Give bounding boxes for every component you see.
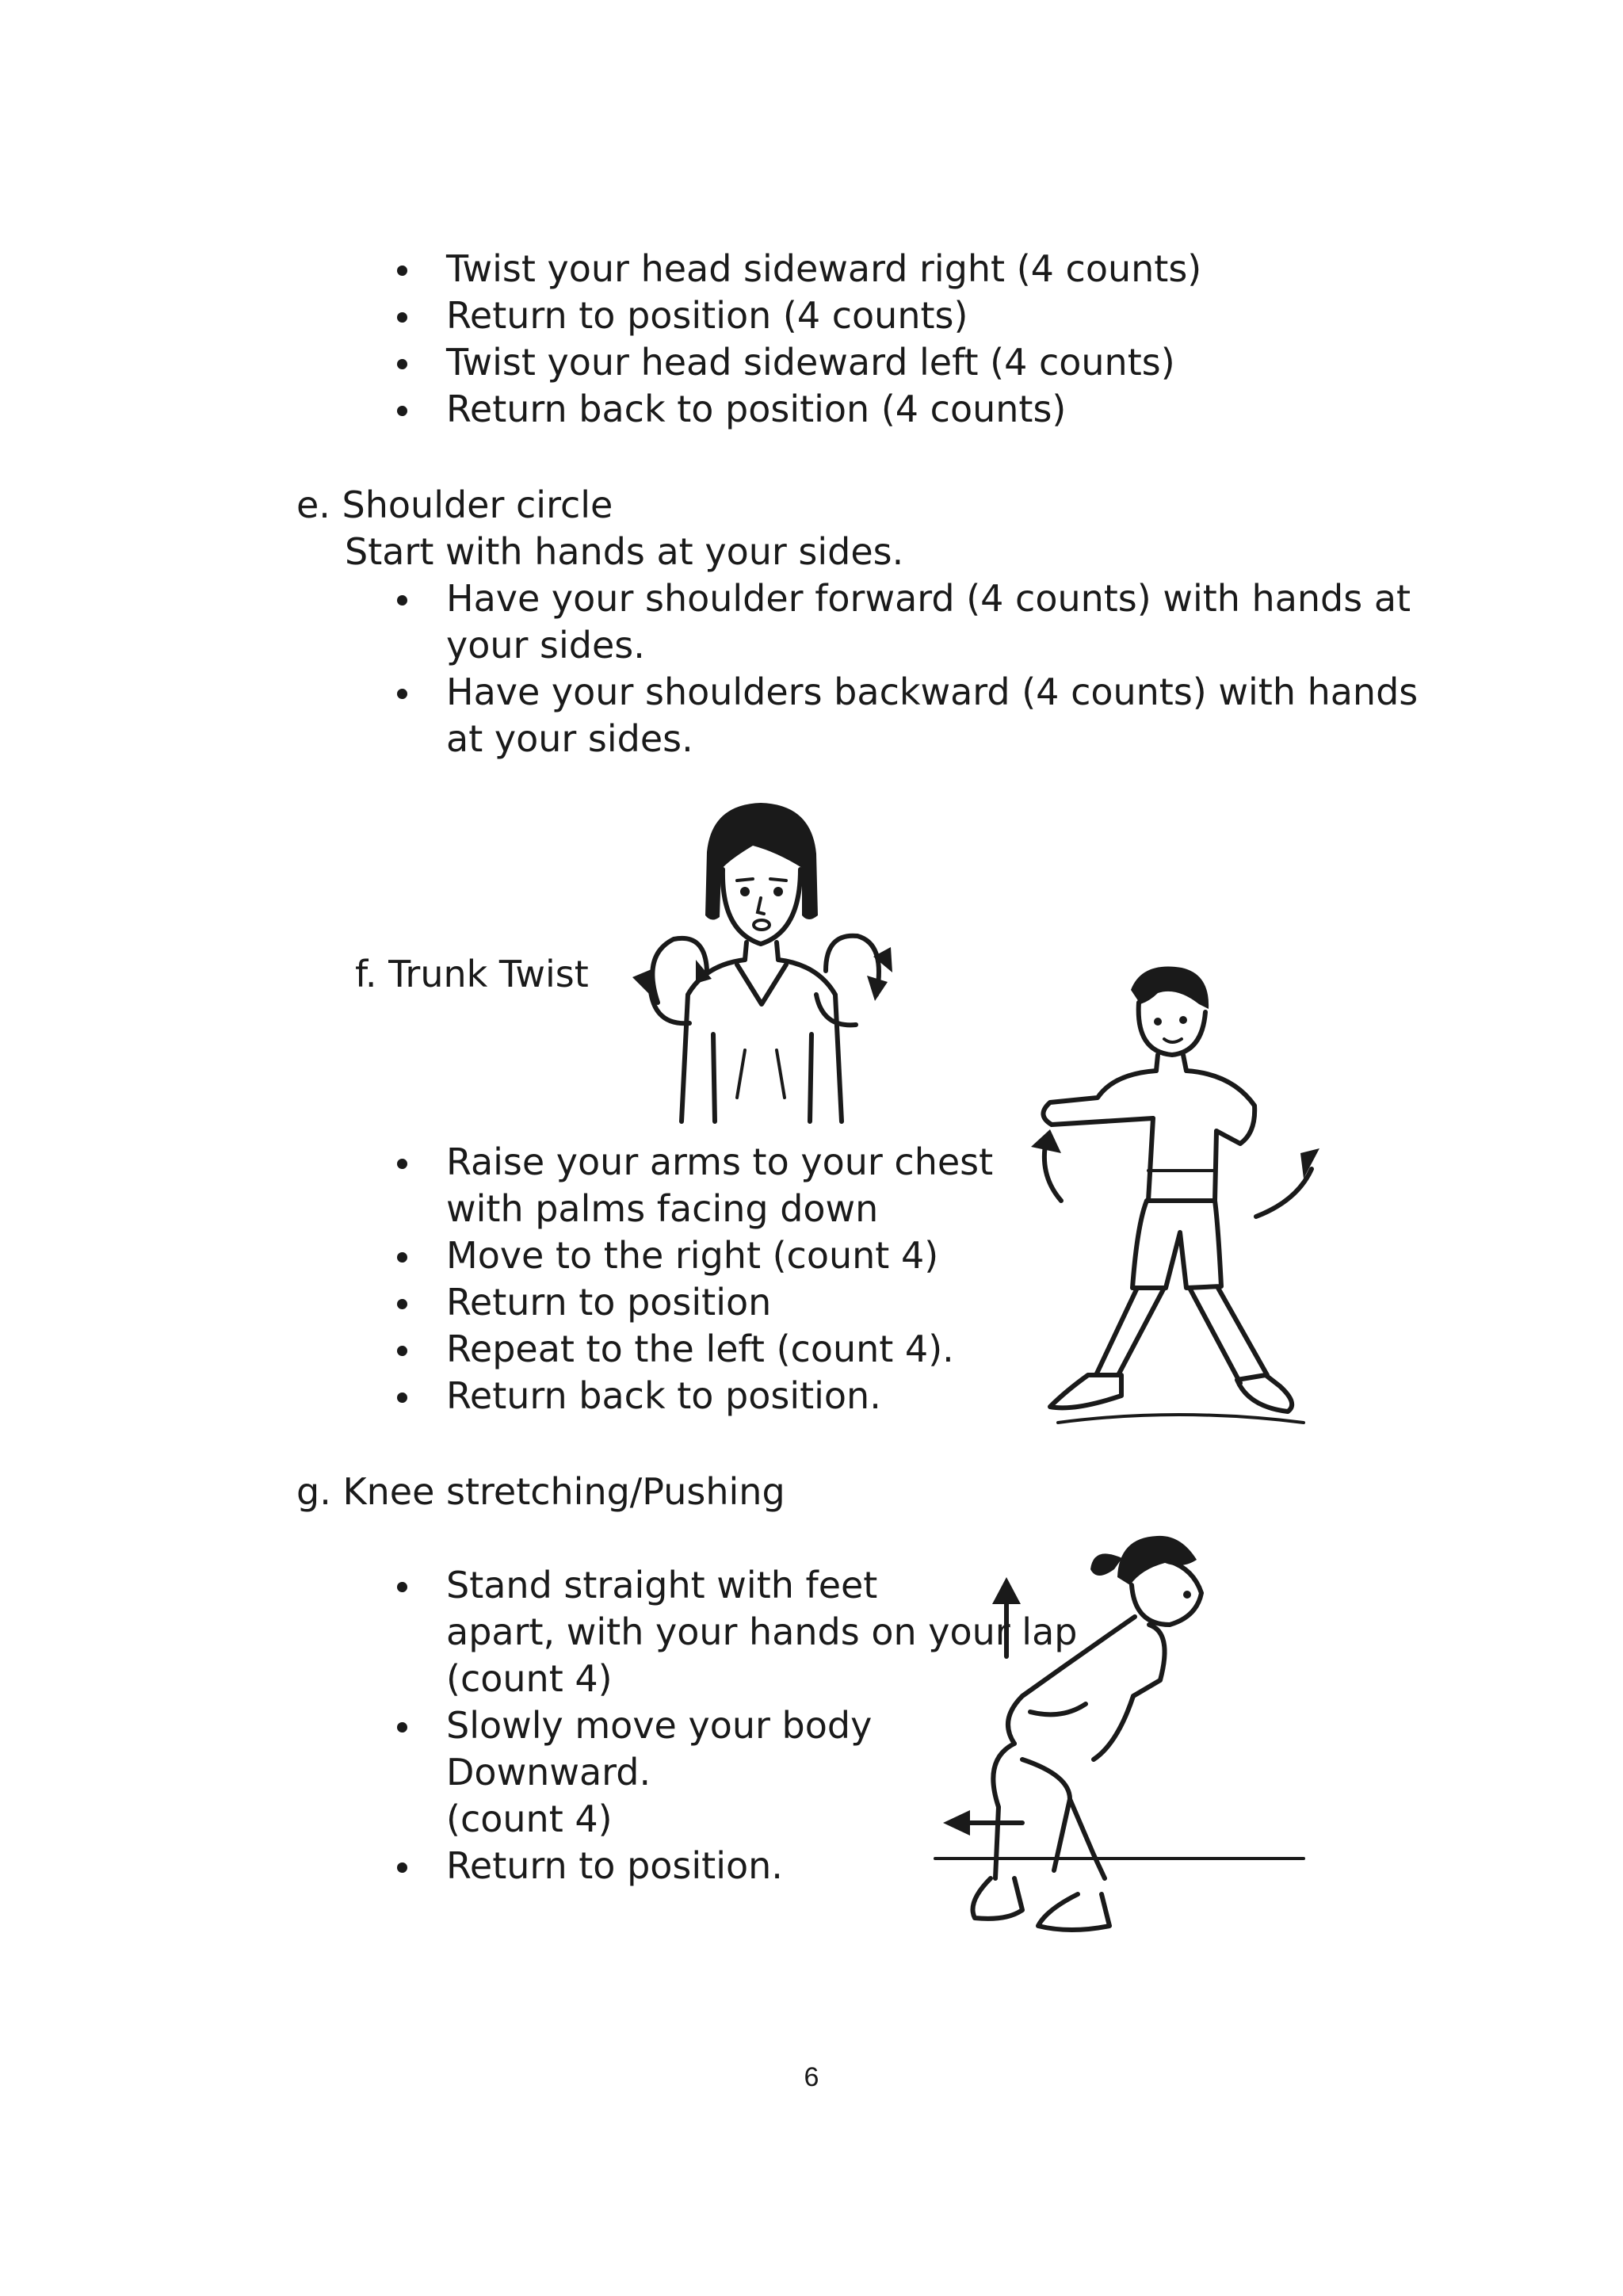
list-item: Raise your arms to your chest	[397, 1139, 993, 1186]
list-item: Return back to position (4 counts)	[397, 386, 1201, 433]
shoulder-circle-heading: e. Shoulder circle	[296, 483, 613, 526]
list-item: Twist your head sideward left (4 counts)	[397, 339, 1201, 386]
list-item: Have your shoulder forward (4 counts) with hands at	[397, 575, 1418, 622]
knee-push-illustration	[935, 1522, 1308, 1997]
list-item-continuation: with palms facing down	[446, 1187, 879, 1230]
list-item: Stand straight with feet	[397, 1562, 1077, 1609]
list-item: Return to position	[397, 1279, 993, 1326]
trunk-twist-steps	[397, 1139, 993, 1419]
list-item-continuation: (count 4)	[446, 1797, 613, 1840]
list-item-continuation: (count 4)	[446, 1657, 613, 1700]
trunk-twist-illustration	[1002, 963, 1319, 1454]
shoulder-circle-illustration	[618, 797, 919, 1121]
knee-stretching-heading: g. Knee stretching/Pushing	[296, 1470, 785, 1513]
list-item: Return to position.	[397, 1843, 1077, 1889]
neck-twist-steps	[397, 246, 1201, 433]
list-item: Move to the right (count 4)	[397, 1232, 993, 1279]
list-item-continuation: apart, with your hands on your lap	[446, 1610, 1078, 1653]
list-item: Have your shoulders backward (4 counts) with hands	[397, 669, 1418, 716]
list-item-continuation: Downward.	[446, 1751, 651, 1794]
list-item: Return to position (4 counts)	[397, 292, 1201, 339]
trunk-twist-heading: f. Trunk Twist	[355, 953, 589, 995]
page-number: 6	[804, 2062, 819, 2092]
list-item-continuation: at your sides.	[446, 717, 693, 760]
list-item: Return back to position.	[397, 1373, 993, 1419]
shoulder-circle-steps	[397, 575, 1418, 762]
list-item: Repeat to the left (count 4).	[397, 1326, 993, 1373]
list-item-continuation: your sides.	[446, 624, 645, 667]
shoulder-circle-intro: Start with hands at your sides.	[345, 530, 904, 573]
list-item: Slowly move your body	[397, 1702, 1077, 1749]
list-item: Twist your head sideward right (4 counts)	[397, 246, 1201, 292]
